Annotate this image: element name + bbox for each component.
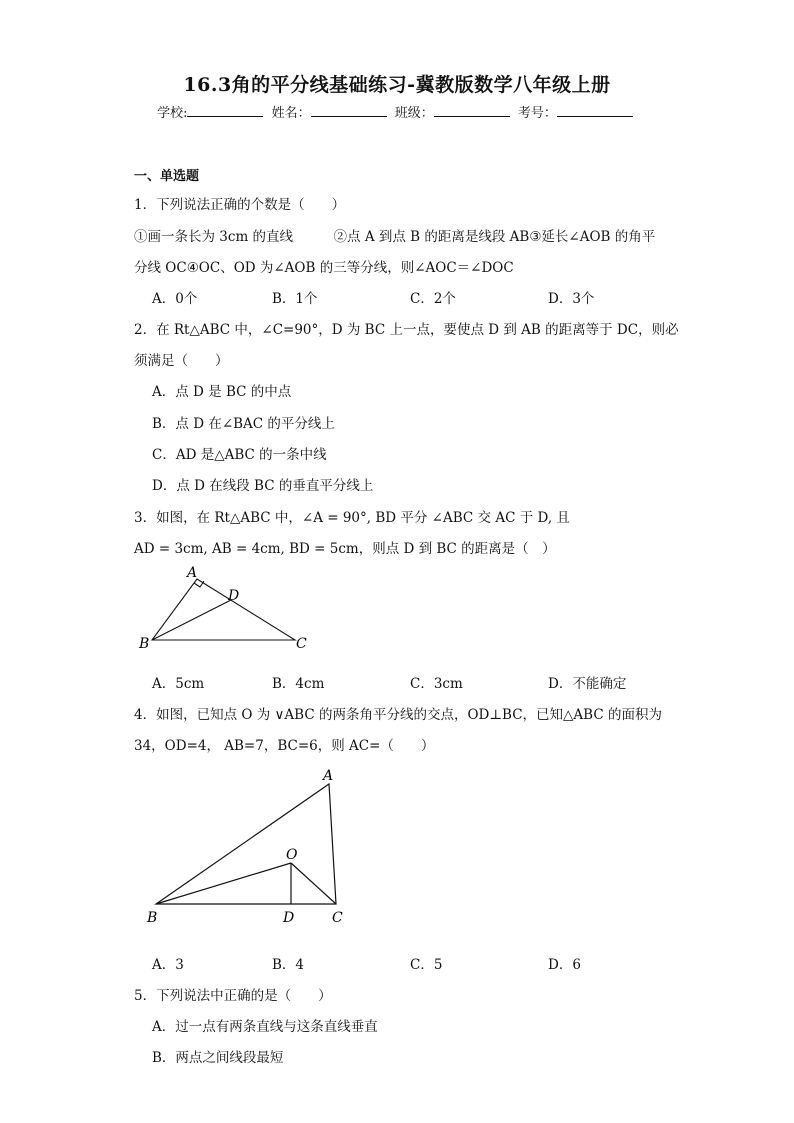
- q3-triangle-abc: [152, 579, 295, 640]
- q2-option-a[interactable]: A．点 D 是 BC 的中点: [152, 384, 292, 400]
- q4-label-b: B: [147, 910, 158, 926]
- q4-option-c[interactable]: C．5: [410, 957, 443, 973]
- q1-option-c[interactable]: C．2个: [410, 291, 456, 307]
- q3-option-d[interactable]: D．不能确定: [548, 676, 627, 692]
- q4-segment-oc: [291, 863, 336, 904]
- q2-stem: 2．在 Rt△ABC 中，∠C=90°，D 为 BC 上一点，要使点 D 到 AB 的距离等于 DC，则必: [134, 322, 679, 338]
- number-label: 考号：: [517, 106, 557, 121]
- q4-stem: 4．如图，已知点 O 为 ∨ABC 的两条角平分线的交点，OD⊥BC，已知△ABC 的面积为: [134, 707, 662, 723]
- q4-option-b[interactable]: B．4: [272, 957, 305, 973]
- q4-triangle-figure: [140, 762, 360, 932]
- name-blank[interactable]: [311, 104, 387, 117]
- q3-option-c[interactable]: C．3cm: [410, 676, 463, 692]
- q4-triangle-abc: [156, 784, 336, 904]
- q4-label-d: D: [283, 910, 295, 926]
- q3-stem: 3．如图，在 Rt△ABC 中，∠A = 90°, BD 平分 ∠ABC 交 AC 于 D, 且: [134, 510, 570, 526]
- q4-label-c: C: [332, 910, 343, 926]
- q5-stem: 5．下列说法中正确的是（ ）: [134, 988, 332, 1004]
- number-blank[interactable]: [557, 104, 633, 117]
- class-label: 班级：: [394, 106, 434, 121]
- q4-label-o: O: [286, 847, 298, 863]
- q2-option-c[interactable]: C．AD 是△ABC 的一条中线: [152, 447, 327, 463]
- q3-label-c: C: [296, 636, 307, 652]
- class-blank[interactable]: [434, 104, 510, 117]
- q5-option-a[interactable]: A．过一点有两条直线与这条直线垂直: [152, 1019, 378, 1035]
- q4-segment-bo: [156, 863, 291, 904]
- section-title: 一、单选题: [134, 169, 200, 184]
- q4-label-a: A: [323, 768, 334, 784]
- student-info-row: [0, 102, 794, 121]
- q3-label-a: A: [187, 565, 198, 581]
- q3-option-a[interactable]: A．5cm: [152, 676, 205, 692]
- school-label: 学校:: [157, 106, 188, 121]
- q5-option-b[interactable]: B．两点之间线段最短: [152, 1050, 284, 1066]
- q4-option-d[interactable]: D．6: [548, 957, 581, 973]
- q1-line2: ①画一条长为 3cm 的直线 ②点 A 到点 B 的距离是线段 AB③延长∠AOB 的角平: [134, 229, 656, 245]
- q1-option-b[interactable]: B．1个: [272, 291, 318, 307]
- q3-line2: AD = 3cm, AB = 4cm, BD = 5cm，则点 D 到 BC 的距离是（ ）: [134, 541, 556, 557]
- q2-option-d[interactable]: D．点 D 在线段 BC 的垂直平分线上: [152, 478, 374, 494]
- q1-stem: 1．下列说法正确的个数是（ ）: [134, 197, 346, 213]
- school-blank[interactable]: [187, 104, 263, 117]
- q4-option-a[interactable]: A．3: [152, 957, 184, 973]
- q1-option-d[interactable]: D．3个: [548, 291, 595, 307]
- q3-triangle-figure: [130, 560, 320, 660]
- q1-line3: 分线 OC④OC、OD 为∠AOB 的三等分线，则∠AOC＝∠DOC: [134, 260, 514, 276]
- q3-label-d: D: [228, 588, 240, 604]
- q2-option-b[interactable]: B．点 D 在∠BAC 的平分线上: [152, 416, 335, 432]
- q3-label-b: B: [139, 636, 150, 652]
- q2-line2: 须满足（ ）: [134, 353, 229, 369]
- q3-segment-bd: [152, 600, 231, 640]
- name-label: 姓名：: [271, 106, 311, 121]
- q4-line2: 34，OD=4， AB=7，BC=6，则 AC=（ ）: [134, 738, 435, 754]
- q1-option-a[interactable]: A．0个: [152, 291, 198, 307]
- page-title: 16.3角的平分线基础练习-冀教版数学八年级上册: [183, 74, 611, 96]
- q3-option-b[interactable]: B．4cm: [272, 676, 325, 692]
